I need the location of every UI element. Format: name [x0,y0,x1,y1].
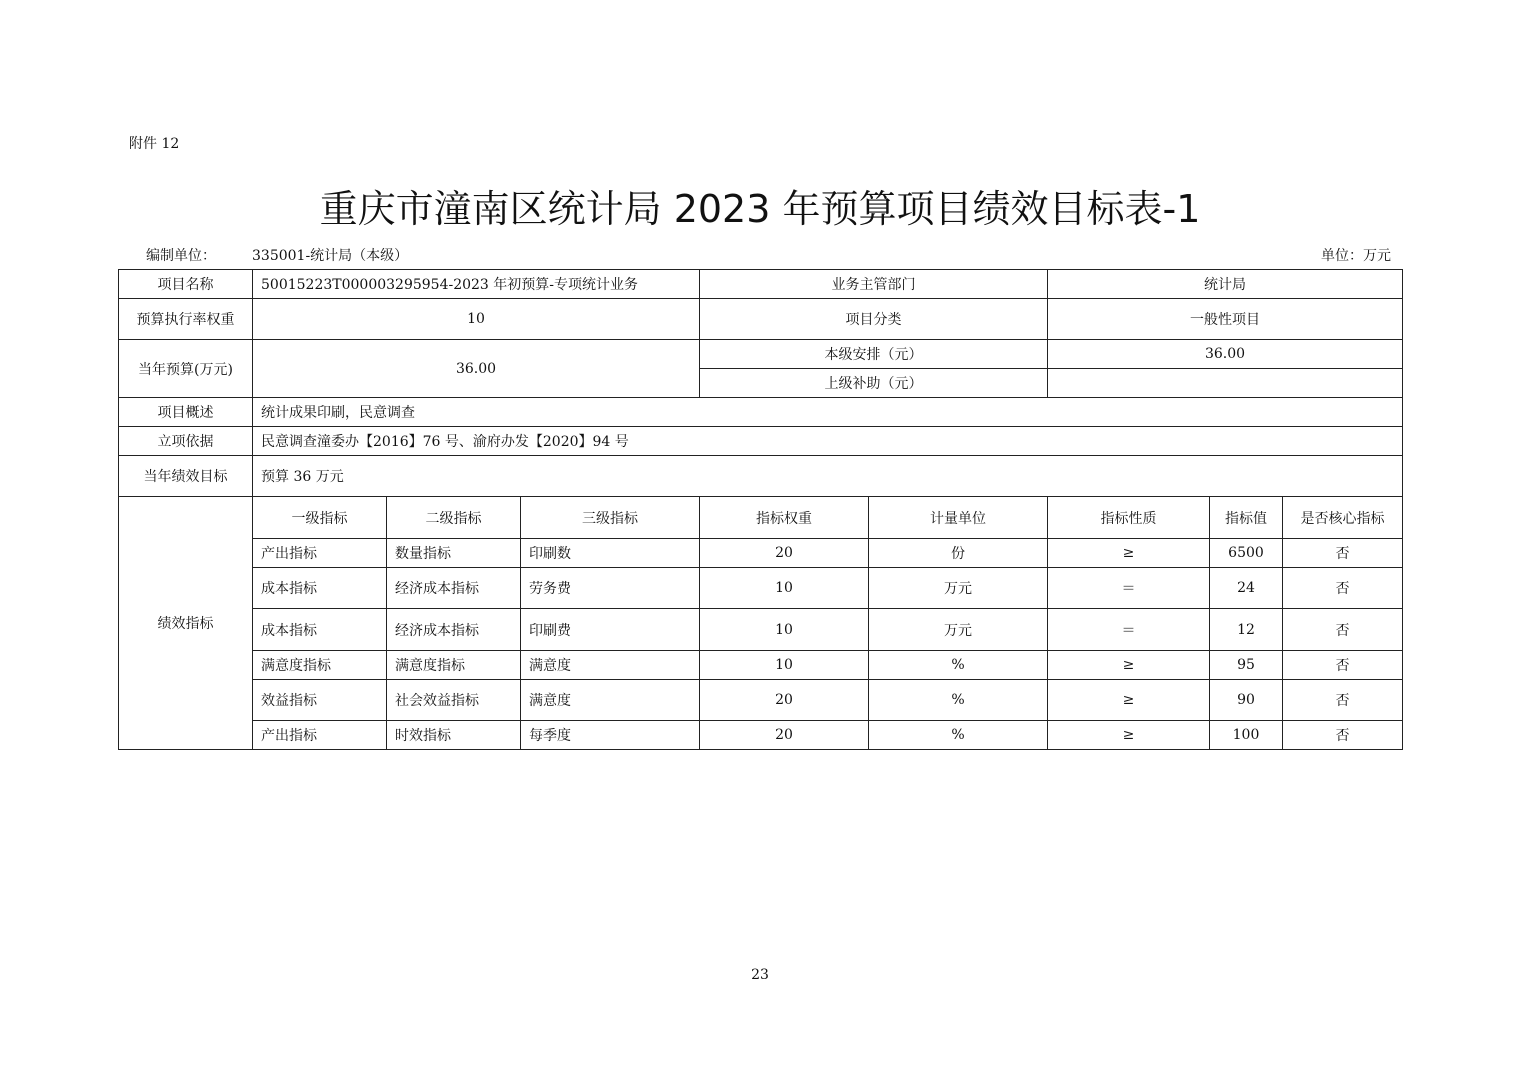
table-row [119,651,1403,680]
cell-level1: 效益指标 [253,680,387,721]
header-core: 是否核心指标 [1283,497,1403,539]
cell-weight: 20 [700,680,869,721]
header-value: 指标值 [1210,497,1283,539]
local-funding-value: 36.00 [1048,340,1403,369]
upper-subsidy-value [1048,369,1403,398]
cell-level1: 成本指标 [253,609,387,651]
overview-value: 统计成果印刷，民意调查 [253,398,1403,427]
cell-level1: 产出指标 [253,539,387,568]
cell-nature: ＝ [1048,568,1210,609]
cell-unit: 份 [869,539,1048,568]
cell-level3: 劳务费 [521,568,700,609]
overview-label: 项目概述 [119,398,253,427]
cell-level2: 经济成本指标 [387,568,521,609]
cell-level3: 印刷费 [521,609,700,651]
header-unit: 计量单位 [869,497,1048,539]
currency-unit: 单位：万元 [1321,248,1391,264]
cell-level1: 成本指标 [253,568,387,609]
indicators-section-label: 绩效指标 [119,497,253,750]
project-name-label: 项目名称 [119,270,253,299]
cell-nature: ≥ [1048,539,1210,568]
cell-level3: 满意度 [521,651,700,680]
cell-level3: 印刷数 [521,539,700,568]
cell-core: 否 [1283,651,1403,680]
attachment-label: 附件 12 [129,136,180,152]
cell-core: 否 [1283,680,1403,721]
cell-core: 否 [1283,721,1403,750]
table-row [119,568,1403,609]
table-row [119,680,1403,721]
cell-level3: 每季度 [521,721,700,750]
compiling-unit-value: 335001-统计局（本级） [252,248,409,264]
page-number: 23 [751,967,769,983]
table-row [119,721,1403,750]
cell-nature: ＝ [1048,609,1210,651]
cell-core: 否 [1283,539,1403,568]
cell-level2: 社会效益指标 [387,680,521,721]
goal-value: 预算 36 万元 [253,456,1403,497]
cell-weight: 10 [700,609,869,651]
page-title: 重庆市潼南区统计局 2023 年预算项目绩效目标表-1 [319,187,1201,231]
compiling-unit-label: 编制单位： [146,248,216,264]
cell-unit: % [869,651,1048,680]
table-row [119,539,1403,568]
header-nature: 指标性质 [1048,497,1210,539]
cell-nature: ≥ [1048,651,1210,680]
cell-level3: 满意度 [521,680,700,721]
cell-level2: 时效指标 [387,721,521,750]
project-name-value: 50015223T000003295954-2023 年初预算-专项统计业务 [253,270,700,299]
basis-value: 民意调查潼委办【2016】76 号、渝府办发【2020】94 号 [253,427,1403,456]
category-value: 一般性项目 [1048,299,1403,340]
cell-nature: ≥ [1048,680,1210,721]
table-row [119,609,1403,651]
cell-unit: % [869,721,1048,750]
dept-value: 统计局 [1048,270,1403,299]
header-level2: 二级指标 [387,497,521,539]
header-level3: 三级指标 [521,497,700,539]
cell-weight: 20 [700,539,869,568]
cell-level2: 满意度指标 [387,651,521,680]
cell-value: 90 [1210,680,1283,721]
header-level1: 一级指标 [253,497,387,539]
cell-unit: 万元 [869,568,1048,609]
cell-level2: 经济成本指标 [387,609,521,651]
cell-nature: ≥ [1048,721,1210,750]
dept-label: 业务主管部门 [700,270,1048,299]
local-funding-label: 本级安排（元） [700,340,1048,369]
cell-core: 否 [1283,609,1403,651]
cell-weight: 10 [700,651,869,680]
budget-label: 当年预算(万元) [119,340,253,398]
cell-value: 6500 [1210,539,1283,568]
cell-level1: 产出指标 [253,721,387,750]
cell-weight: 20 [700,721,869,750]
cell-level1: 满意度指标 [253,651,387,680]
performance-target-table [118,269,1403,750]
compiling-unit [146,245,408,265]
basis-label: 立项依据 [119,427,253,456]
header-weight: 指标权重 [700,497,869,539]
cell-unit: 万元 [869,609,1048,651]
goal-label: 当年绩效目标 [119,456,253,497]
budget-value: 36.00 [253,340,700,398]
cell-level2: 数量指标 [387,539,521,568]
upper-subsidy-label: 上级补助（元） [700,369,1048,398]
cell-value: 95 [1210,651,1283,680]
cell-unit: % [869,680,1048,721]
cell-weight: 10 [700,568,869,609]
exec-rate-label: 预算执行率权重 [119,299,253,340]
cell-value: 100 [1210,721,1283,750]
cell-core: 否 [1283,568,1403,609]
cell-value: 24 [1210,568,1283,609]
exec-rate-value: 10 [253,299,700,340]
cell-value: 12 [1210,609,1283,651]
category-label: 项目分类 [700,299,1048,340]
